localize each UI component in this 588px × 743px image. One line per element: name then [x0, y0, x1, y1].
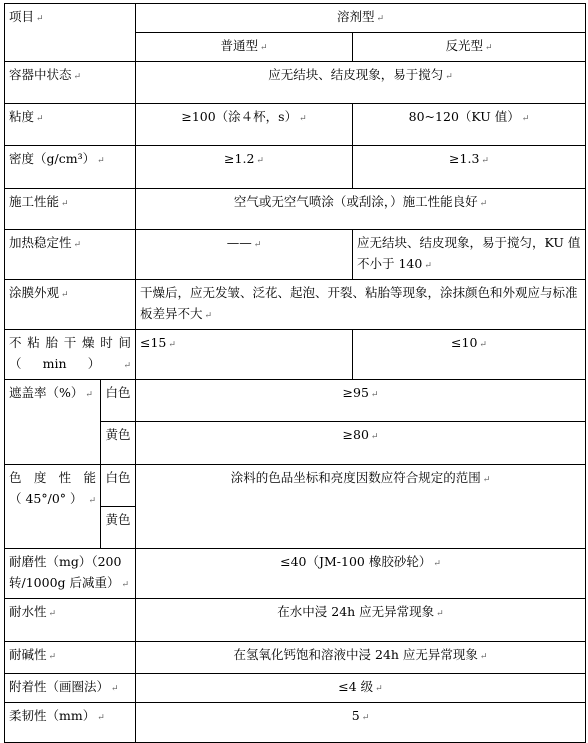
row-label: 施工性能 ↵ — [5, 189, 136, 230]
table-row — [5, 189, 586, 230]
row-value: 涂料的色品坐标和亮度因数应符合规定的范围 ↵ — [136, 465, 586, 549]
row-color-label: 黄色 — [101, 507, 136, 549]
row-value: ≤40（JM-100 橡胶砂轮） ↵ — [136, 549, 586, 599]
table-row — [5, 230, 586, 280]
row-label: 粘度 ↵ — [5, 104, 136, 146]
row-normal-value: ≥1.2 ↵ — [136, 146, 353, 189]
row-label: 容器中状态 ↵ — [5, 62, 136, 104]
header-reflective-cell: 反光型 ↵ — [353, 33, 586, 62]
table-row — [5, 330, 586, 380]
row-color-label: 白色 — [101, 380, 136, 422]
row-reflective-value: 80~120（KU 值） ↵ — [353, 104, 586, 146]
row-reflective-value: ≤10 ↵ — [353, 330, 586, 380]
row-value: ≥95 ↵ — [136, 380, 586, 422]
header-row — [5, 4, 586, 33]
row-normal-value: ≤15 ↵ — [136, 330, 353, 380]
row-label: 耐碱性 ↵ — [5, 642, 136, 674]
table-row — [5, 146, 586, 189]
row-color-label: 黄色 — [101, 422, 136, 465]
row-normal-value: —— ↵ — [136, 230, 353, 280]
table-row — [5, 104, 586, 146]
row-label: 色度性能（45°/0°） ↵ — [5, 465, 101, 549]
row-value: 在氢氧化钙饱和溶液中浸 24h 应无异常现象 ↵ — [136, 642, 586, 674]
row-label: 耐磨性（mg）（200转/1000g 后减重） ↵ — [5, 549, 136, 599]
table-row — [5, 280, 586, 330]
row-reflective-value: ≥1.3 ↵ — [353, 146, 586, 189]
row-label: 耐水性 ↵ — [5, 599, 136, 642]
table-row — [5, 62, 586, 104]
row-value: 干燥后，应无发皱、泛花、起泡、开裂、粘胎等现象，涂抹颜色和外观应与标准板差异不大 ↵ — [136, 280, 586, 330]
row-label: 遮盖率（%） ↵ — [5, 380, 101, 465]
spec-table — [4, 3, 586, 743]
row-label: 加热稳定性 ↵ — [5, 230, 136, 280]
header-item-cell: 项目 ↵ — [5, 4, 136, 62]
row-value: 空气或无空气喷涂（或刮涂，）施工性能良好 ↵ — [136, 189, 586, 230]
table-row — [5, 380, 586, 422]
row-value: ≤4 级 ↵ — [136, 674, 586, 703]
table-row — [5, 703, 586, 743]
header-normal-cell: 普通型 ↵ — [136, 33, 353, 62]
table-row — [5, 599, 586, 642]
table-row — [5, 549, 586, 599]
row-label: 柔韧性（mm） ↵ — [5, 703, 136, 743]
table-row — [5, 642, 586, 674]
table-row — [5, 674, 586, 703]
row-color-label: 白色 — [101, 465, 136, 507]
row-label: 涂膜外观 ↵ — [5, 280, 136, 330]
row-value: 应无结块、结皮现象，易于搅匀 ↵ — [136, 62, 586, 104]
row-reflective-value: 应无结块、结皮现象，易于搅匀，KU 值不小于 140 ↵ — [353, 230, 586, 280]
row-normal-value: ≥100（涂４杯，s） ↵ — [136, 104, 353, 146]
row-label: 不粘胎干燥时间（min） ↵ — [5, 330, 136, 380]
row-value: 在水中浸 24h 应无异常现象 ↵ — [136, 599, 586, 642]
row-value: ≥80 ↵ — [136, 422, 586, 465]
row-label: 密度（g/cm³） ↵ — [5, 146, 136, 189]
row-value: 5 ↵ — [136, 703, 586, 743]
row-label: 附着性（画圈法） ↵ — [5, 674, 136, 703]
table-row — [5, 465, 586, 507]
header-solvent-cell: 溶剂型 ↵ — [136, 4, 586, 33]
